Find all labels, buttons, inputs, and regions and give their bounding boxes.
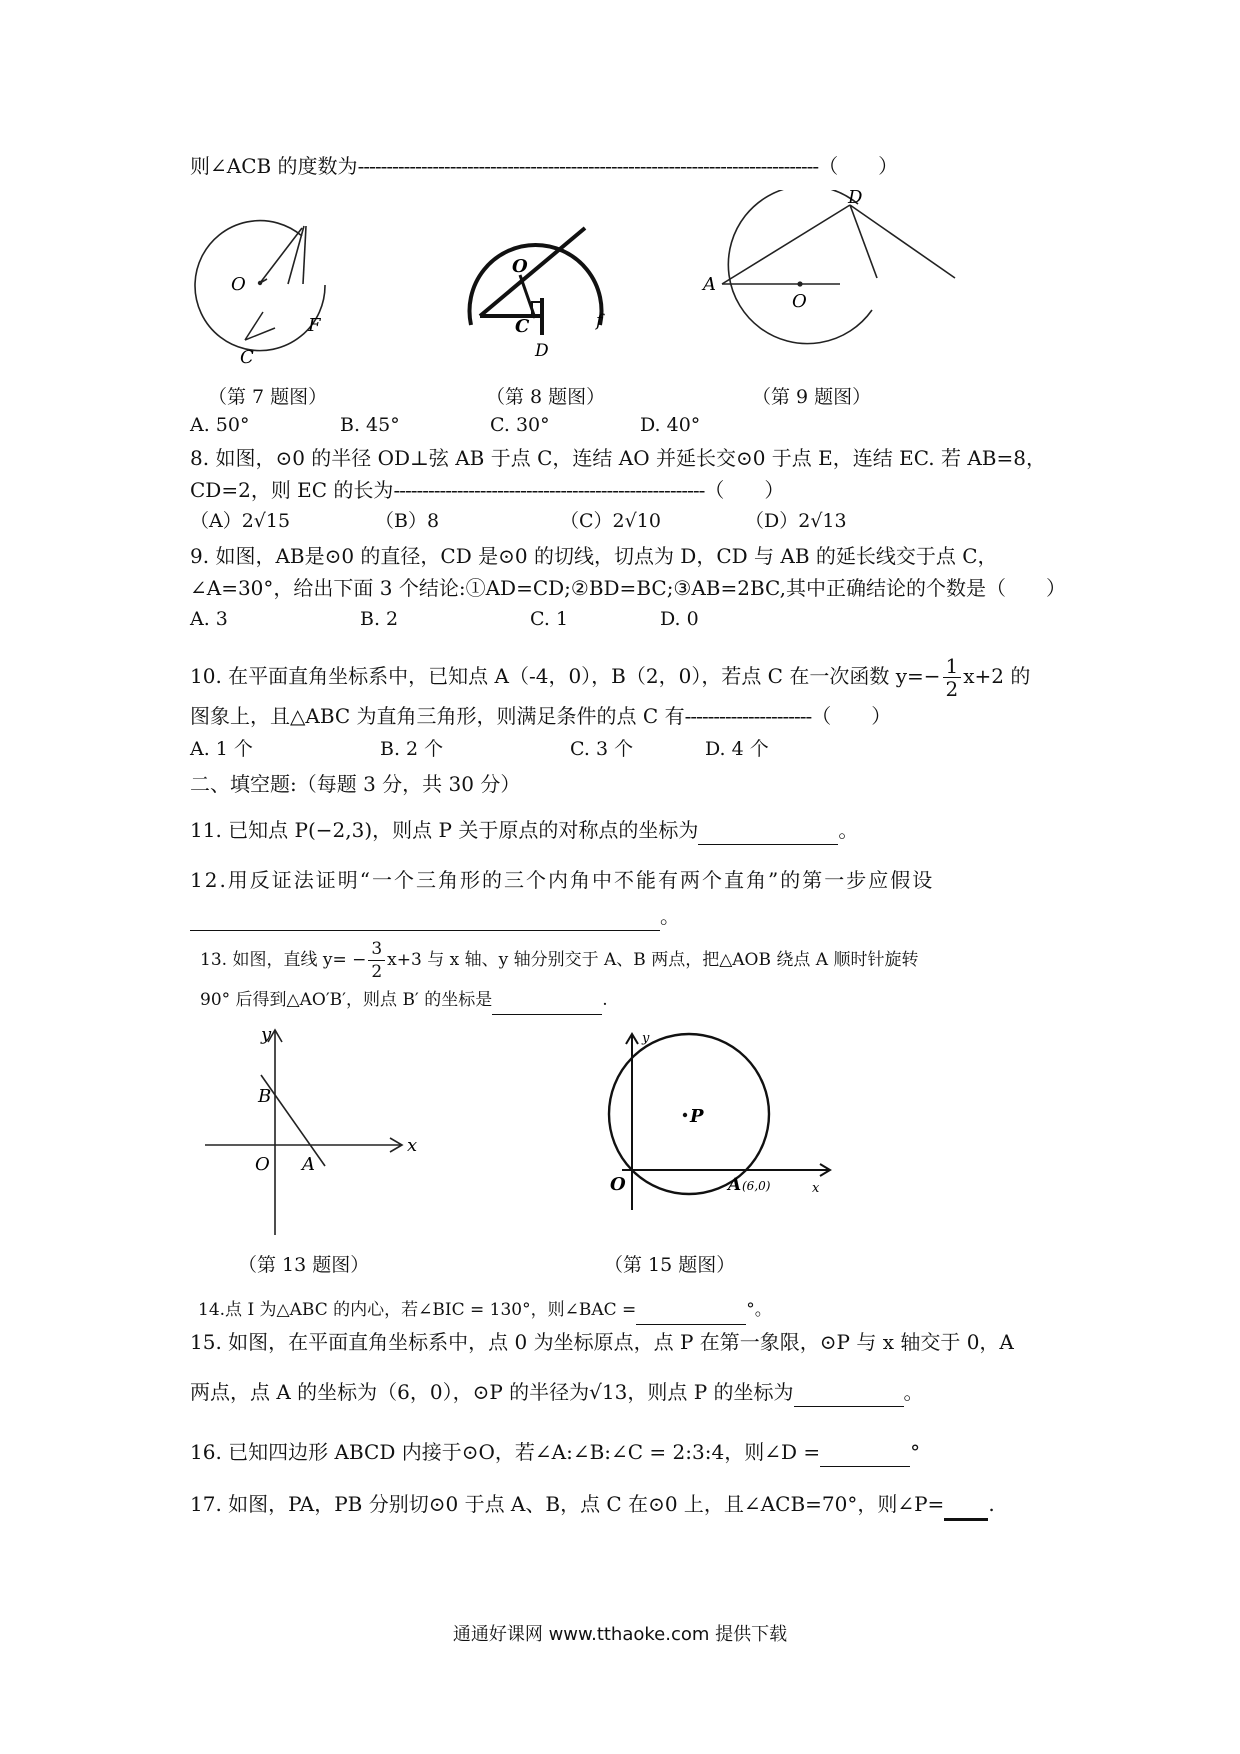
fig8-label-f: f xyxy=(596,311,603,331)
q13-line-2 xyxy=(200,986,608,1015)
q15-end: 。 xyxy=(903,1380,924,1404)
q8-line-1: 8. 如图，⊙0 的半径 OD⊥弦 AB 于点 C，连结 AO 并延长交⊙0 于点 E，连结 EC. 若 AB=8， xyxy=(190,446,1046,470)
fig7-center-dot xyxy=(258,281,262,285)
q8-line-2 xyxy=(190,476,784,504)
q13-line-2-text: 90° 后得到△AO′B′，则点 B′ 的坐标是 xyxy=(200,990,493,1010)
q8-option-a: （A）2√15 xyxy=(190,510,291,532)
q7-paren: （ ） xyxy=(818,154,899,178)
figure-9 xyxy=(700,190,960,370)
q10-frac-num: 1 xyxy=(943,655,962,678)
q11-end: 。 xyxy=(838,818,859,842)
fig8-circle xyxy=(470,245,602,325)
q17-text: 17. 如图，PA，PB 分别切⊙0 于点 A、B，点 C 在⊙0 上，且∠ACB=70°，则∠P= xyxy=(190,1492,945,1516)
caption-fig-15: （第 15 题图） xyxy=(604,1254,736,1276)
caption-fig-7: （第 7 题图） xyxy=(208,386,328,408)
fig9-tangent xyxy=(850,205,955,278)
q14-text: 14.点 I 为△ABC 的内心，若∠BIC = 130°，则∠BAC = xyxy=(198,1300,637,1320)
q10-options xyxy=(190,736,769,762)
q15-line-2 xyxy=(190,1378,924,1407)
q11-line xyxy=(190,816,858,845)
q8-option-d: （D）2√13 xyxy=(745,510,847,532)
q7-option-b: B. 45° xyxy=(340,414,400,436)
fig7-label-o: O xyxy=(231,274,246,295)
q17-line xyxy=(190,1490,995,1521)
q16-text: 16. 已知四边形 ABCD 内接于⊙O，若∠A:∠B:∠C = 2:3:4，则∠D = xyxy=(190,1440,821,1464)
q14-end: °。 xyxy=(746,1300,772,1320)
q17-end: . xyxy=(988,1492,995,1516)
fig9-label-d: D xyxy=(848,190,863,208)
q10-paren: （ ） xyxy=(811,704,892,728)
q7-option-c: C. 30° xyxy=(490,414,550,436)
q13-line-1-tail: x+3 与 x 轴、y 轴分别交于 A、B 两点，把△AOB 绕点 A 顺时针旋转 xyxy=(387,950,919,970)
fig7-label-f: F xyxy=(308,315,321,336)
fig9-label-a: A xyxy=(703,274,716,295)
q15-line-2-text: 两点，点 A 的坐标为（6，0），⊙P 的半径为√13，则点 P 的坐标为 xyxy=(190,1380,794,1404)
section-2-heading: 二、填空题:（每题 3 分，共 30 分） xyxy=(190,772,521,796)
figure-15 xyxy=(590,1030,850,1230)
fig9-center-dot xyxy=(797,281,802,286)
q10-line-2 xyxy=(190,702,891,730)
q11-answer-blank[interactable] xyxy=(698,816,838,845)
q8-options xyxy=(190,508,847,534)
q9-options xyxy=(190,606,699,632)
q10-dashes: ---------------------- xyxy=(684,704,812,728)
q8-line-2-text: CD=2，则 EC 的长为 xyxy=(190,478,394,502)
q9-option-d: D. 0 xyxy=(660,608,699,630)
q9-line-1: 9. 如图，AB是⊙0 的直径，CD 是⊙0 的切线，切点为 D，CD 与 AB 的延长线交于点 C， xyxy=(190,544,998,568)
q12-end: 。 xyxy=(660,904,680,928)
q9-option-a: A. 3 xyxy=(190,608,228,630)
q13-line-1 xyxy=(200,938,918,983)
fig9-label-o: O xyxy=(792,291,807,312)
q8-option-b: （B）8 xyxy=(375,510,440,532)
fig15-center-dot xyxy=(683,1113,687,1117)
q16-answer-blank[interactable] xyxy=(820,1438,910,1467)
q13-line-1-text: 13. 如图，直线 y= − xyxy=(200,950,367,970)
caption-fig-9: （第 9 题图） xyxy=(752,386,872,408)
fig8-label-d: D xyxy=(535,341,549,361)
q10-fraction xyxy=(943,655,962,700)
fig15-label-a-coord: (6,0) xyxy=(742,1179,771,1193)
fig15-label-p: P xyxy=(690,1106,704,1127)
fig15-label-y: y xyxy=(642,1031,650,1046)
q7-option-a: A. 50° xyxy=(190,414,250,436)
q9-option-b: B. 2 xyxy=(360,608,399,630)
q16-line xyxy=(190,1438,920,1467)
caption-fig-8: （第 8 题图） xyxy=(486,386,606,408)
q8-dashes: ------------------------------------------------------ xyxy=(393,478,705,502)
fig9-chord-db xyxy=(850,205,877,278)
q13-fraction xyxy=(368,938,385,983)
q15-answer-blank[interactable] xyxy=(794,1378,904,1407)
fig13-label-b: B xyxy=(258,1086,272,1107)
q10-line-1 xyxy=(190,655,1030,700)
q10-frac-den: 2 xyxy=(945,677,959,701)
q10-option-b: B. 2 个 xyxy=(380,738,444,760)
fig13-label-x: x xyxy=(407,1135,418,1156)
fig15-label-o: O xyxy=(610,1174,626,1195)
q13-frac-den: 2 xyxy=(371,962,383,982)
q7-options xyxy=(190,412,700,438)
q10-line-1-tail: x+2 的 xyxy=(963,664,1031,688)
page-footer: 通通好课网 www.tthaoke.com 提供下载 xyxy=(452,1624,788,1645)
fig7-label-c: C xyxy=(240,347,254,368)
q11-text: 11. 已知点 P(−2,3)，则点 P 关于原点的对称点的坐标为 xyxy=(190,818,699,842)
fig13-label-a: A xyxy=(302,1154,315,1175)
fig15-label-a: A xyxy=(728,1175,742,1195)
q10-line-2-text: 图象上，且△ABC 为直角三角形，则满足条件的点 C 有 xyxy=(190,704,685,728)
q14-answer-blank[interactable] xyxy=(636,1296,746,1325)
q7-tail-text: 则∠ACB 的度数为 xyxy=(190,154,358,178)
q13-answer-blank[interactable] xyxy=(492,986,602,1015)
figure-7 xyxy=(185,200,335,370)
q10-option-d: D. 4 个 xyxy=(705,738,769,760)
q7-tail-line xyxy=(190,152,898,180)
q10-line-1-text: 10. 在平面直角坐标系中，已知点 A（-4，0），B（2，0），若点 C 在一次函数 y=− xyxy=(190,664,941,688)
fig7-chord-2 xyxy=(303,226,306,284)
q8-option-c: （C）2√10 xyxy=(560,510,661,532)
q9-option-c: C. 1 xyxy=(530,608,569,630)
q12-line-2 xyxy=(190,902,680,931)
q7-dashes: -------------------------------------------------------------------------------- xyxy=(357,154,819,178)
q12-line-1: 12.用反证法证明“一个三角形的三个内角中不能有两个直角”的第一步应假设 xyxy=(190,868,935,892)
q13-frac-num: 3 xyxy=(368,938,385,961)
q10-option-a: A. 1 个 xyxy=(190,738,253,760)
fig8-label-c: C xyxy=(515,316,530,337)
fig13-label-o: O xyxy=(255,1154,270,1175)
q15-line-1: 15. 如图，在平面直角坐标系中，点 0 为坐标原点，点 P 在第一象限，⊙P 与 x 轴交于 0，A xyxy=(190,1330,1014,1354)
caption-fig-13: （第 13 题图） xyxy=(238,1254,370,1276)
q8-paren: （ ） xyxy=(704,478,785,502)
fig13-label-y: y xyxy=(261,1024,272,1045)
q7-option-d: D. 40° xyxy=(640,414,701,436)
q12-answer-blank[interactable] xyxy=(190,902,660,931)
q17-answer-blank[interactable] xyxy=(944,1490,988,1521)
q9-line-2: ∠A=30°，给出下面 3 个结论:①AD=CD;②BD=BC;③AB=2BC,其中正确结论的个数是（ ） xyxy=(190,576,1066,600)
q13-end: . xyxy=(602,990,608,1010)
figure-13 xyxy=(195,1020,425,1240)
fig15-label-x: x xyxy=(812,1181,820,1196)
figure-8 xyxy=(460,200,620,370)
q14-line xyxy=(198,1296,772,1325)
q16-end: ° xyxy=(910,1440,921,1464)
fig8-label-o: O xyxy=(512,256,528,277)
q10-option-c: C. 3 个 xyxy=(570,738,634,760)
fig9-chord-ad xyxy=(722,205,850,284)
